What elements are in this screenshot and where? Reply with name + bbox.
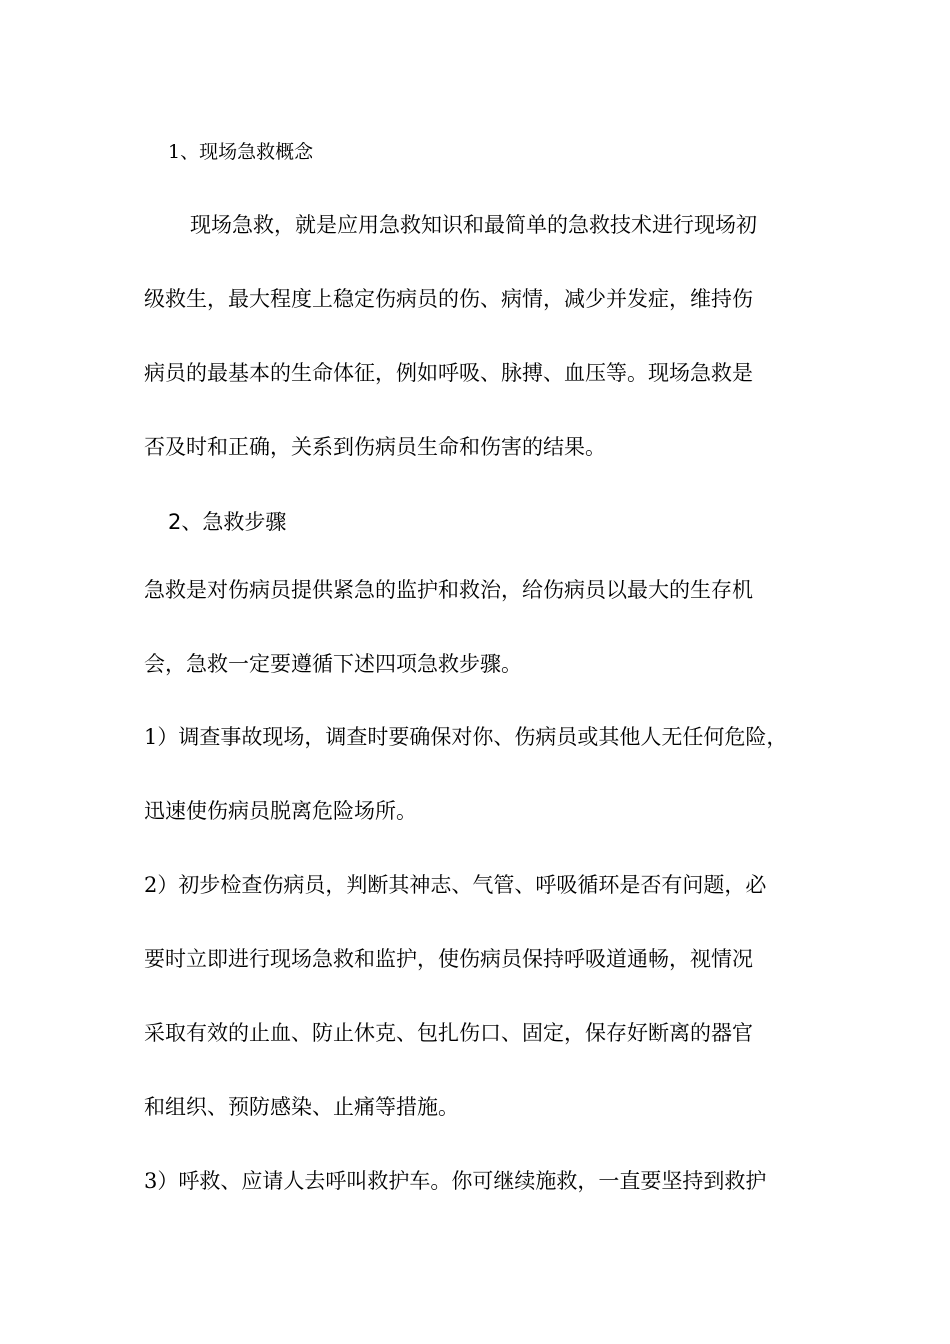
step-2-line: 2）初步检查伤病员，判断其神志、气管、呼吸循环是否有问题，必 — [144, 873, 767, 897]
section-1-paragraph-line: 级救生，最大程度上稳定伤病员的伤、病情，减少并发症，维持伤 — [144, 287, 753, 311]
section-1-paragraph-line: 病员的最基本的生命体征，例如呼吸、脉搏、血压等。现场急救是 — [144, 361, 753, 385]
step-1-line: 1）调查事故现场，调查时要确保对你、伤病员或其他人无任何危险， — [144, 725, 788, 749]
step-2-line: 要时立即进行现场急救和监护，使伤病员保持呼吸道通畅，视情况 — [144, 947, 753, 971]
section-1-paragraph-line: 否及时和正确，关系到伤病员生命和伤害的结果。 — [144, 435, 606, 459]
step-2-line: 采取有效的止血、防止休克、包扎伤口、固定，保存好断离的器官 — [144, 1021, 753, 1045]
section-2-heading: 2、急救步骤 — [168, 510, 287, 534]
step-3-line: 3）呼救、应请人去呼叫救护车。你可继续施救，一直要坚持到救护 — [144, 1169, 767, 1193]
section-1-heading: 1、现场急救概念 — [168, 141, 314, 163]
section-1-paragraph-line: 现场急救，就是应用急救知识和最简单的急救技术进行现场初 — [190, 213, 757, 237]
section-2-intro-line: 急救是对伤病员提供紧急的监护和救治，给伤病员以最大的生存机 — [144, 578, 753, 602]
step-1-line: 迅速使伤病员脱离危险场所。 — [144, 799, 417, 823]
section-2-intro-line: 会，急救一定要遵循下述四项急救步骤。 — [144, 652, 522, 676]
step-2-line: 和组织、预防感染、止痛等措施。 — [144, 1095, 459, 1119]
